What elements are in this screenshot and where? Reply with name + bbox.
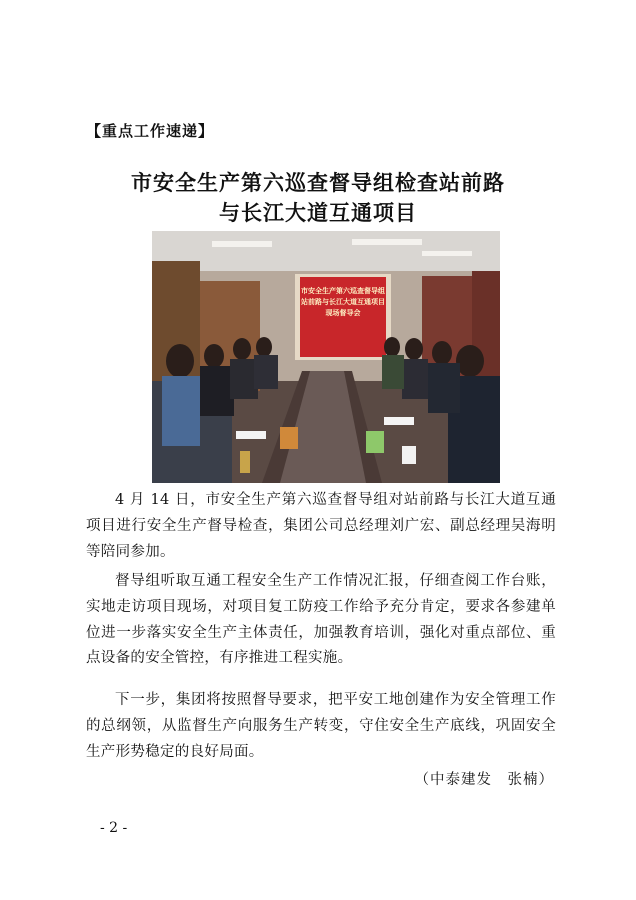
page-number: - 2 - xyxy=(100,820,128,836)
section-tag: 【重点工作速递】 xyxy=(86,122,215,140)
paragraph-1: 4 月 14 日，市安全生产第六巡查督导组对站前路与长江大道互通项目进行安全生产督导检查，集团公司总经理刘广宏、副总经理吴海明等陪同参加。 xyxy=(86,492,556,560)
paragraph-3: 下一步，集团将按照督导要求，把平安工地创建作为安全管理工作的总纲领，从监督生产向服务生产转变，守住安全生产底线，巩固安全生产形势稳定的良好局面。 xyxy=(86,692,556,760)
author-signature: （中泰建发 张楠） xyxy=(414,772,554,788)
projector-screen-text: 市安全生产第六巡查督导组站前路与长江大道互通项目现场督导会 xyxy=(301,287,385,317)
paragraph-2: 督导组听取互通工程安全生产工作情况汇报，仔细查阅工作台账，实地走访项目现场，对项目复工防疫工作给予充分肯定，要求各参建单位进一步落实安全生产主体责任，加强教育培训，强化对重点部位、重点设备的安全管控，有序推进工程实施。 xyxy=(86,573,556,667)
meeting-photo-illustration xyxy=(152,231,500,483)
meeting-photo xyxy=(152,231,500,483)
article-title-line-2: 与长江大道互通项目 xyxy=(219,200,417,225)
article-title-line-1: 市安全生产第六巡查督导组检查站前路 xyxy=(131,170,505,195)
